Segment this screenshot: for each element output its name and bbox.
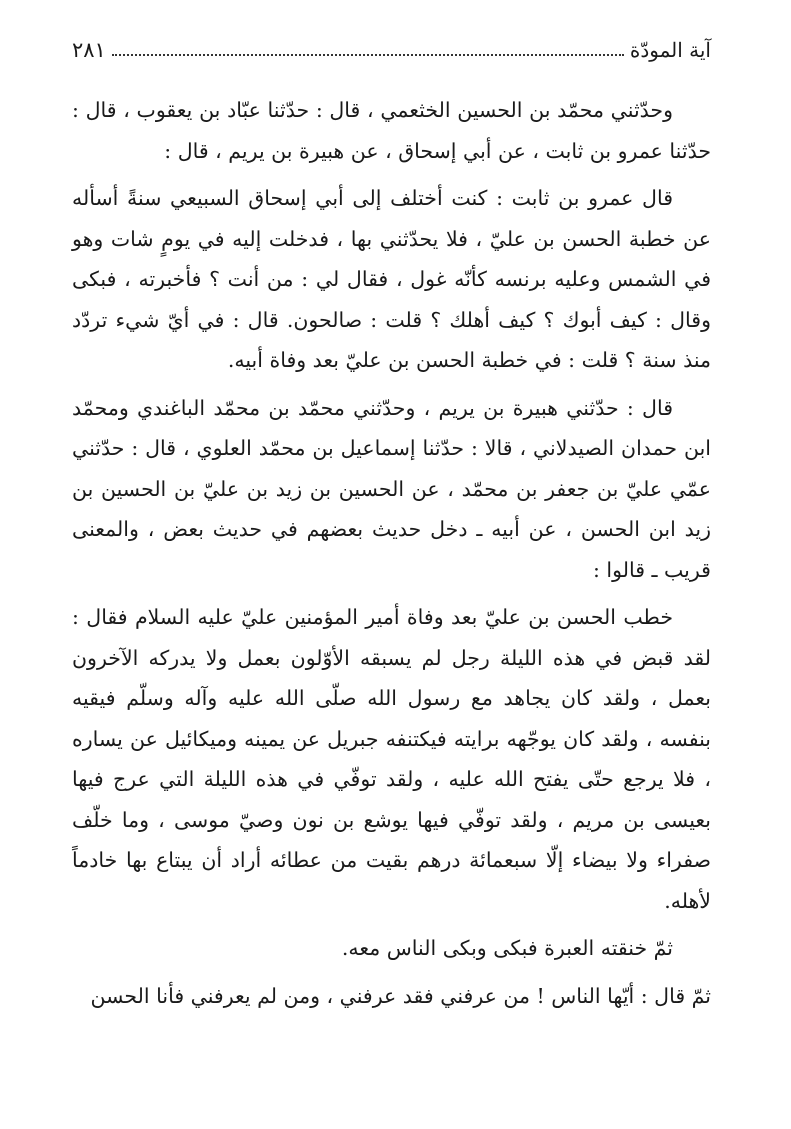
- paragraph-sermon: خطب الحسن بن عليّ بعد وفاة أمير المؤمنين عليّ عليه السلام فقال : لقد قبض في هذه الليلة رجل لم يسبقه الأوّلون بعمل ولا يدركه الآخرون بعمل ، ولقد كان يجاهد مع رسول الله صلّى الله عليه وآله وسلّم فيقيه بنفسه ، ولقد كان يوجّهه برايته فيكتنفه جبريل عن يمينه وميكائيل عن يساره ، فلا يرجع حتّى يفتح الله عليه ، ولقد توفّي في هذه الليلة التي عرج فيها بعيسى بن مريم ، ولقد توفّي فيها يوشع بن نون وصيّ موسى ، وما خلّف صفراء ولا بيضاء إلّا سبعمائة درهم بقيت من عطائه أراد أن يبتاع بها خادماً لأهله.: [72, 605, 711, 913]
- paragraph-narration-amr: قال عمرو بن ثابت : كنت أختلف إلى أبي إسحاق السبيعي سنةً أسأله عن خطبة الحسن بن عليّ ، فلا يحدّثني بها ، فدخلت إليه في يومٍ شات وهو في الشمس وعليه برنسه كأنّه غول ، فقال لي : من أنت ؟ فأخبرته ، فبكى وقال : كيف أبوك ؟ كيف أهلك ؟ قلت : صالحون. قال : في أيّ شيء تردّد منذ سنة ؟ قلت : في خطبة الحسن بن عليّ بعد وفاة أبيه.: [72, 186, 711, 372]
- dotted-leader: [112, 54, 624, 56]
- running-header: [72, 28, 711, 62]
- paragraph-isnad-1: وحدّثني محمّد بن الحسين الخثعمي ، قال : حدّثنا عبّاد بن يعقوب ، قال : حدّثنا عمرو بن ثابت ، عن أبي إسحاق ، عن هبيرة بن يريم ، قال :: [72, 98, 711, 163]
- paragraph-isnad-2: قال : حدّثني هبيرة بن يريم ، وحدّثني محمّد بن محمّد الباغندي ومحمّد ابن حمدان الصيدلاني ، قالا : حدّثنا إسماعيل بن محمّد العلوي ، قال : حدّثني عمّي عليّ بن جعفر بن محمّد ، عن الحسين بن زيد بن عليّ بن الحسين بن زيد ابن الحسن ، عن أبيه ـ دخل حديث بعضهم في حديث بعض ، والمعنى قريب ـ قالوا :: [72, 395, 711, 582]
- page-number: ٢٨١: [72, 38, 106, 62]
- page-body: [72, 90, 711, 1023]
- paragraph-continuation: ثمّ قال : أيّها الناس ! من عرفني فقد عرفني ، ومن لم يعرفني فأنا الحسن: [90, 983, 711, 1008]
- paragraph-weeping: ثمّ خنقته العبرة فبكى وبكى الناس معه.: [341, 936, 673, 960]
- running-title: آية المودّة: [629, 38, 711, 62]
